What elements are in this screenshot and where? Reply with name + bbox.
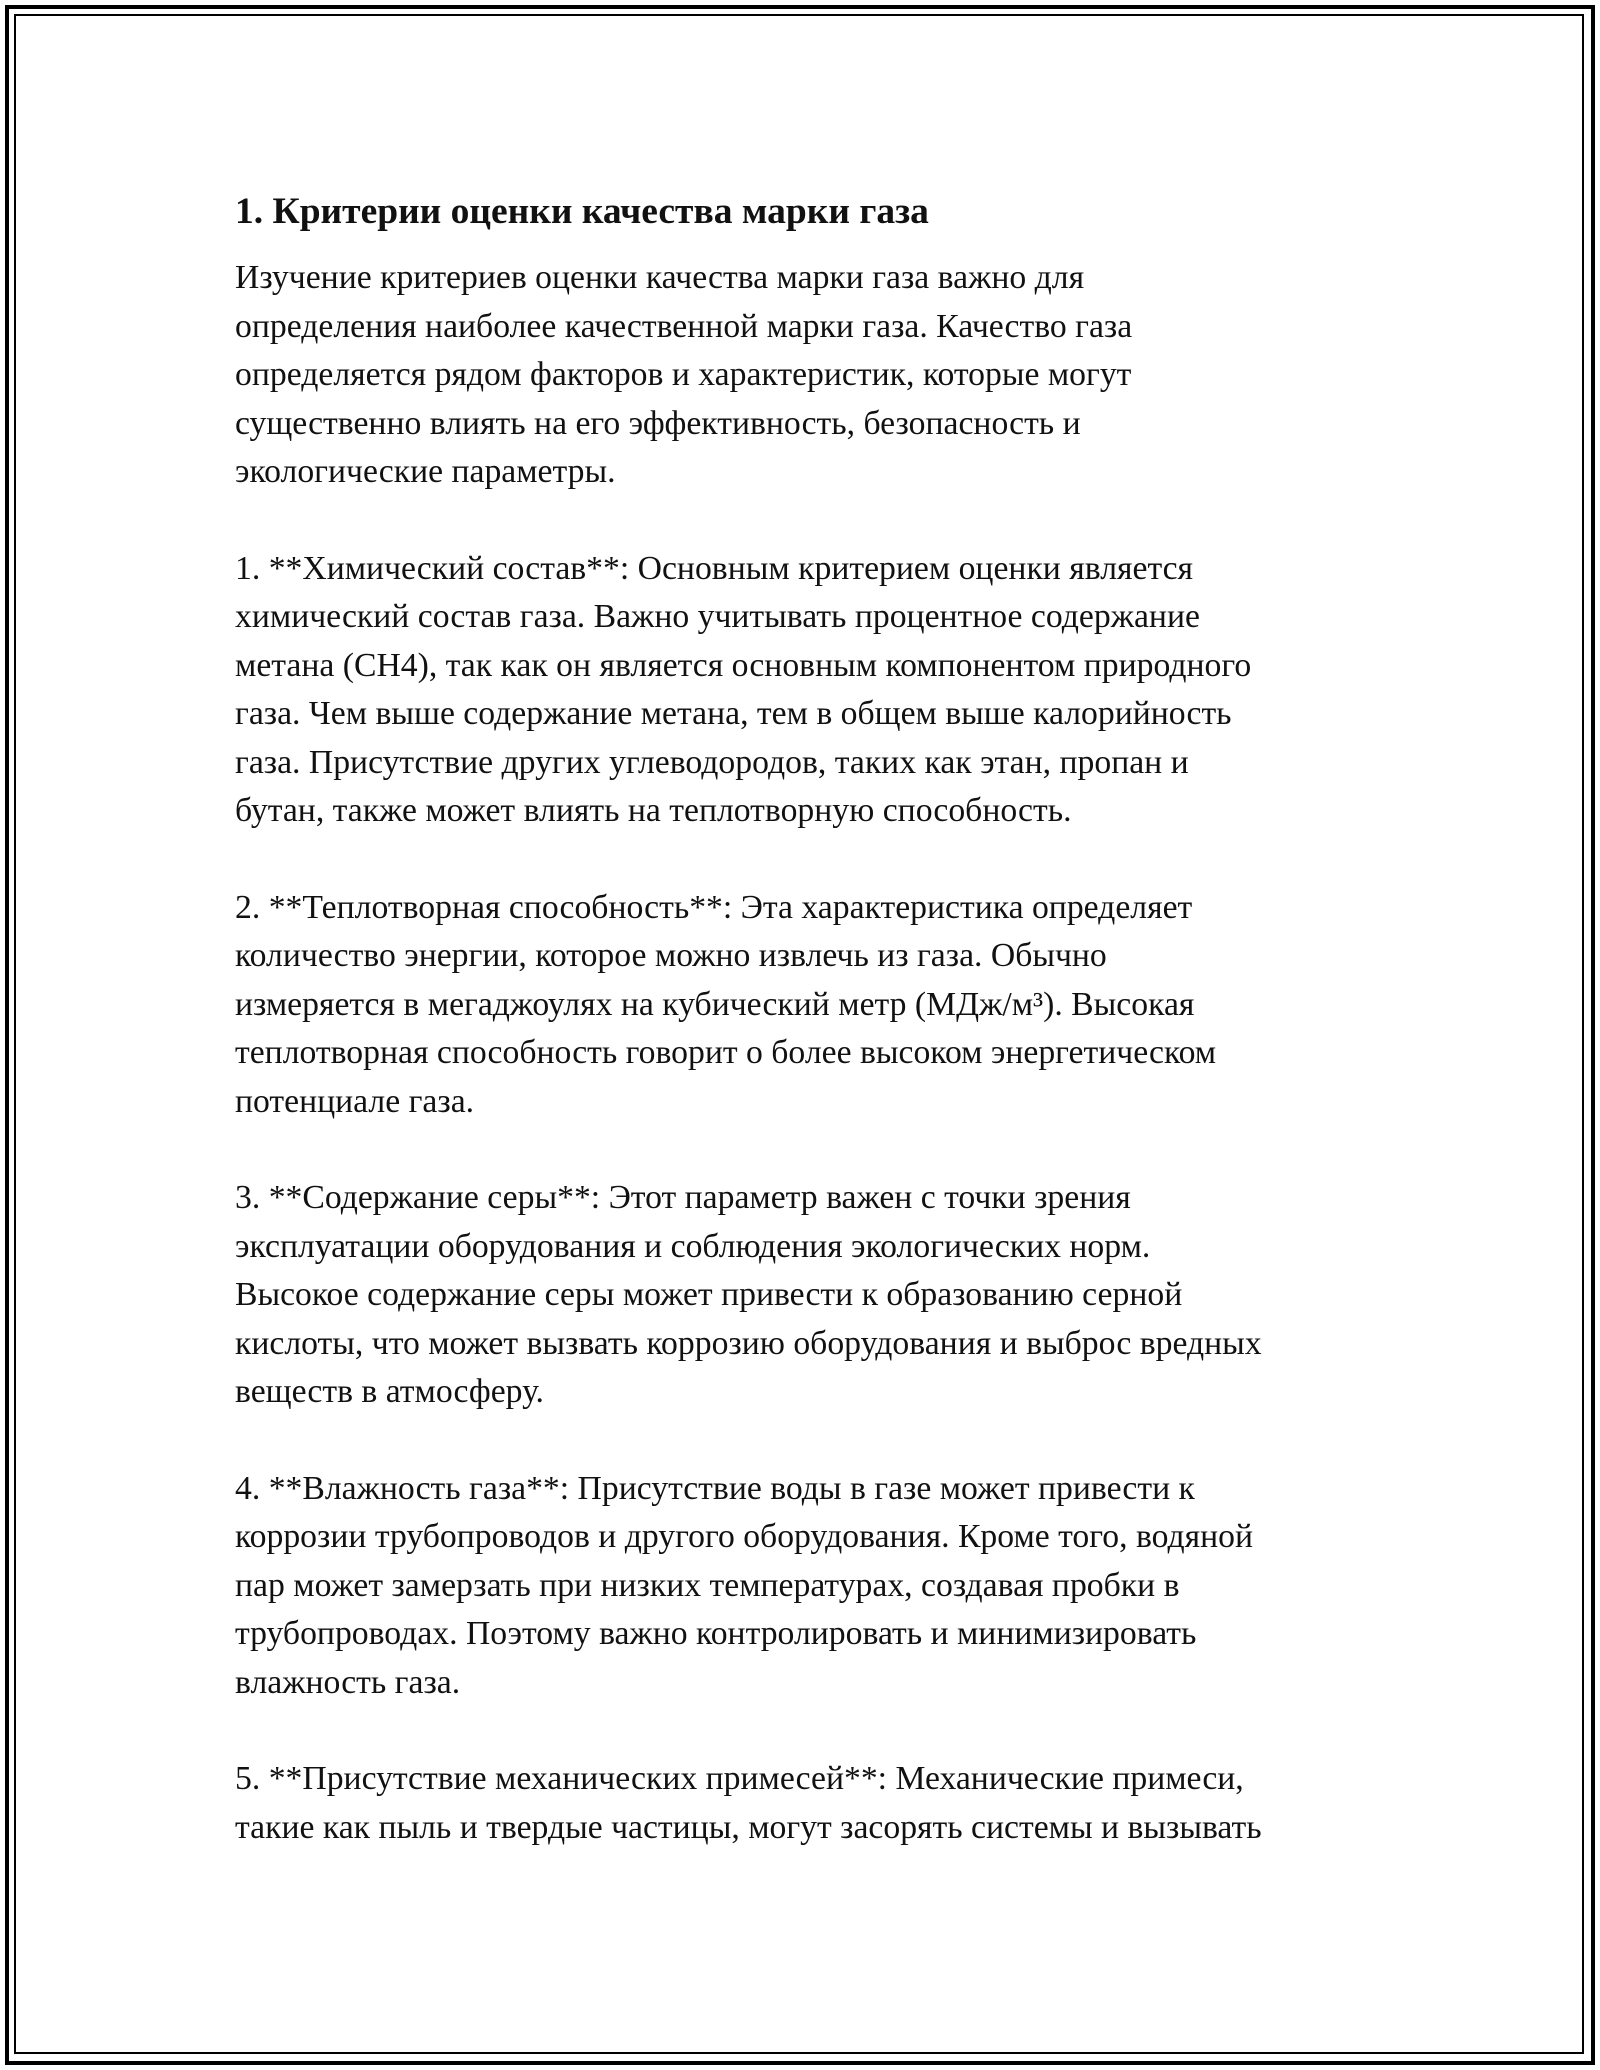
intro-paragraph (235, 254, 1395, 497)
list-item-heating-value (235, 884, 1395, 1127)
text-line: эксплуатации оборудования и соблюдения экологических норм. (235, 1227, 1151, 1265)
text-line: потенциале газа. (235, 1082, 475, 1120)
text-line: газа. Присутствие других углеводородов, таких как этан, пропан и (235, 743, 1189, 781)
text-line: определения наиболее качественной марки газа. Качество газа (235, 307, 1133, 345)
text-line: такие как пыль и твердые частицы, могут засорять системы и вызывать (235, 1808, 1262, 1846)
section-heading: 1. Критерии оценки качества марки газа (235, 191, 929, 232)
text-line: Изучение критериев оценки качества марки газа важно для (235, 259, 1085, 296)
text-line: экологические параметры. (235, 453, 616, 490)
text-line: влажность газа. (235, 1663, 461, 1701)
text-line: определяется рядом факторов и характеристик, которые могут (235, 356, 1132, 393)
text-line: 3. **Содержание серы**: Этот параметр важен с точки зрения (235, 1179, 1131, 1216)
text-line: трубопроводах. Поэтому важно контролировать и минимизировать (235, 1615, 1197, 1652)
list-item-chemical-composition (235, 545, 1395, 836)
text-line: веществ в атмосферу. (235, 1373, 544, 1410)
text-line: 4. **Влажность газа**: Присутствие воды в газе может привести к (235, 1469, 1195, 1507)
text-line: 5. **Присутствие механических примесей**: Механические примеси, (235, 1760, 1244, 1797)
list-item-mechanical-impurities (235, 1755, 1395, 1852)
text-line: бутан, также может влиять на теплотворную способность. (235, 792, 1072, 829)
text-line: Высокое содержание серы может привести к образованию серной (235, 1276, 1183, 1313)
document-body (235, 186, 1395, 1900)
text-line: пар может замерзать при низких температурах, создавая пробки в (235, 1566, 1180, 1604)
text-line: метана (CH4), так как он является основным компонентом природного (235, 646, 1252, 684)
text-line: коррозии трубопроводов и другого оборудования. Кроме того, водяной (235, 1518, 1254, 1555)
list-item-gas-humidity (235, 1465, 1395, 1708)
text-line: измеряется в мегаджоулях на кубический метр (МДж/м³). Высокая (235, 985, 1195, 1023)
text-line: газа. Чем выше содержание метана, тем в общем выше калорийность (235, 695, 1232, 732)
text-line: кислоты, что может вызвать коррозию оборудования и выброс вредных (235, 1324, 1262, 1362)
text-line: существенно влиять на его эффективность, безопасность и (235, 404, 1081, 442)
text-line: количество энергии, которое можно извлечь из газа. Обычно (235, 937, 1107, 974)
list-item-sulfur-content (235, 1174, 1395, 1417)
text-line: 1. **Химический состав**: Основным критерием оценки является (235, 549, 1194, 587)
text-line: 2. **Теплотворная способность**: Эта характеристика определяет (235, 888, 1193, 926)
text-line: химический состав газа. Важно учитывать процентное содержание (235, 598, 1200, 635)
text-line: теплотворная способность говорит о более высоком энергетическом (235, 1034, 1217, 1071)
